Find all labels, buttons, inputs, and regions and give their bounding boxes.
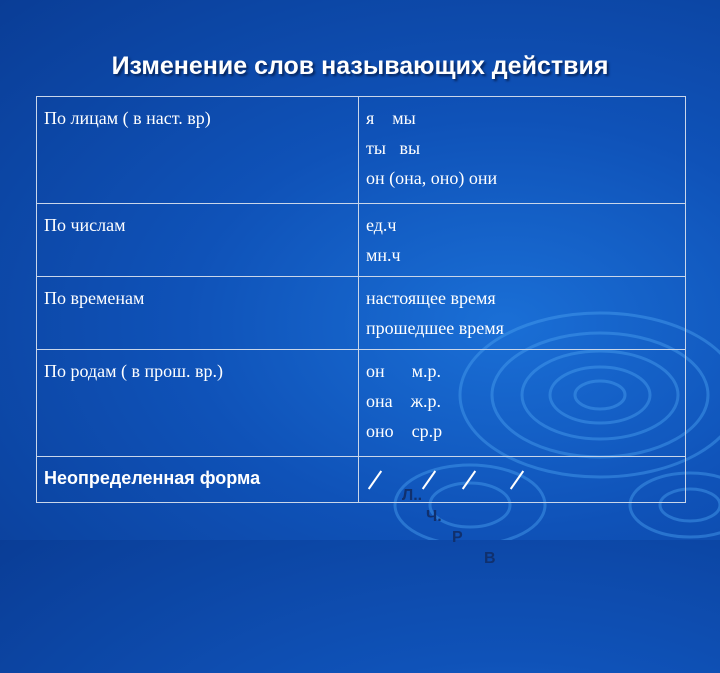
table-row: [37, 350, 686, 457]
value-line: он (она, оно) они: [366, 168, 498, 188]
row-values-cell: [359, 350, 686, 457]
hint-v: В: [484, 550, 496, 567]
value-line: мн.ч: [366, 245, 401, 265]
verb-changes-table: [36, 96, 686, 567]
row-label-cell: По временам: [37, 277, 359, 350]
value-line: я мы: [366, 108, 416, 128]
row-values-cell: [359, 204, 686, 277]
check-stroke: [462, 470, 476, 489]
row-label-cell: По родам ( в прош. вр.): [37, 350, 359, 457]
hint-r: Р: [452, 529, 463, 546]
value-line: оно ср.р: [366, 421, 443, 441]
row-label-cell: По числам: [37, 204, 359, 277]
row-values-cell: [359, 277, 686, 350]
value-line: прошедшее время: [366, 318, 504, 338]
row-label-cell: По лицам ( в наст. вр): [37, 97, 359, 204]
table-row: [37, 457, 686, 503]
value-line: ты вы: [366, 138, 421, 158]
check-stroke: [510, 470, 524, 489]
slide-title: Изменение слов называющих действия: [111, 52, 609, 80]
row-label-cell: Неопределенная форма: [37, 457, 359, 503]
hint-ch: Ч.: [426, 508, 442, 525]
table-row: [37, 277, 686, 350]
check-stroke: [422, 470, 436, 489]
value-line: она ж.р.: [366, 391, 442, 411]
value-line: ед.ч: [366, 215, 397, 235]
table-row: [37, 204, 686, 277]
check-stroke: [368, 470, 382, 489]
value-line: он м.р.: [366, 361, 442, 381]
table-row: [37, 97, 686, 204]
ending-hints: [366, 463, 677, 567]
value-line: настоящее время: [366, 288, 496, 308]
hint-l: Л..: [402, 487, 423, 504]
row-values-cell: [359, 457, 686, 567]
row-values-cell: [359, 97, 686, 204]
